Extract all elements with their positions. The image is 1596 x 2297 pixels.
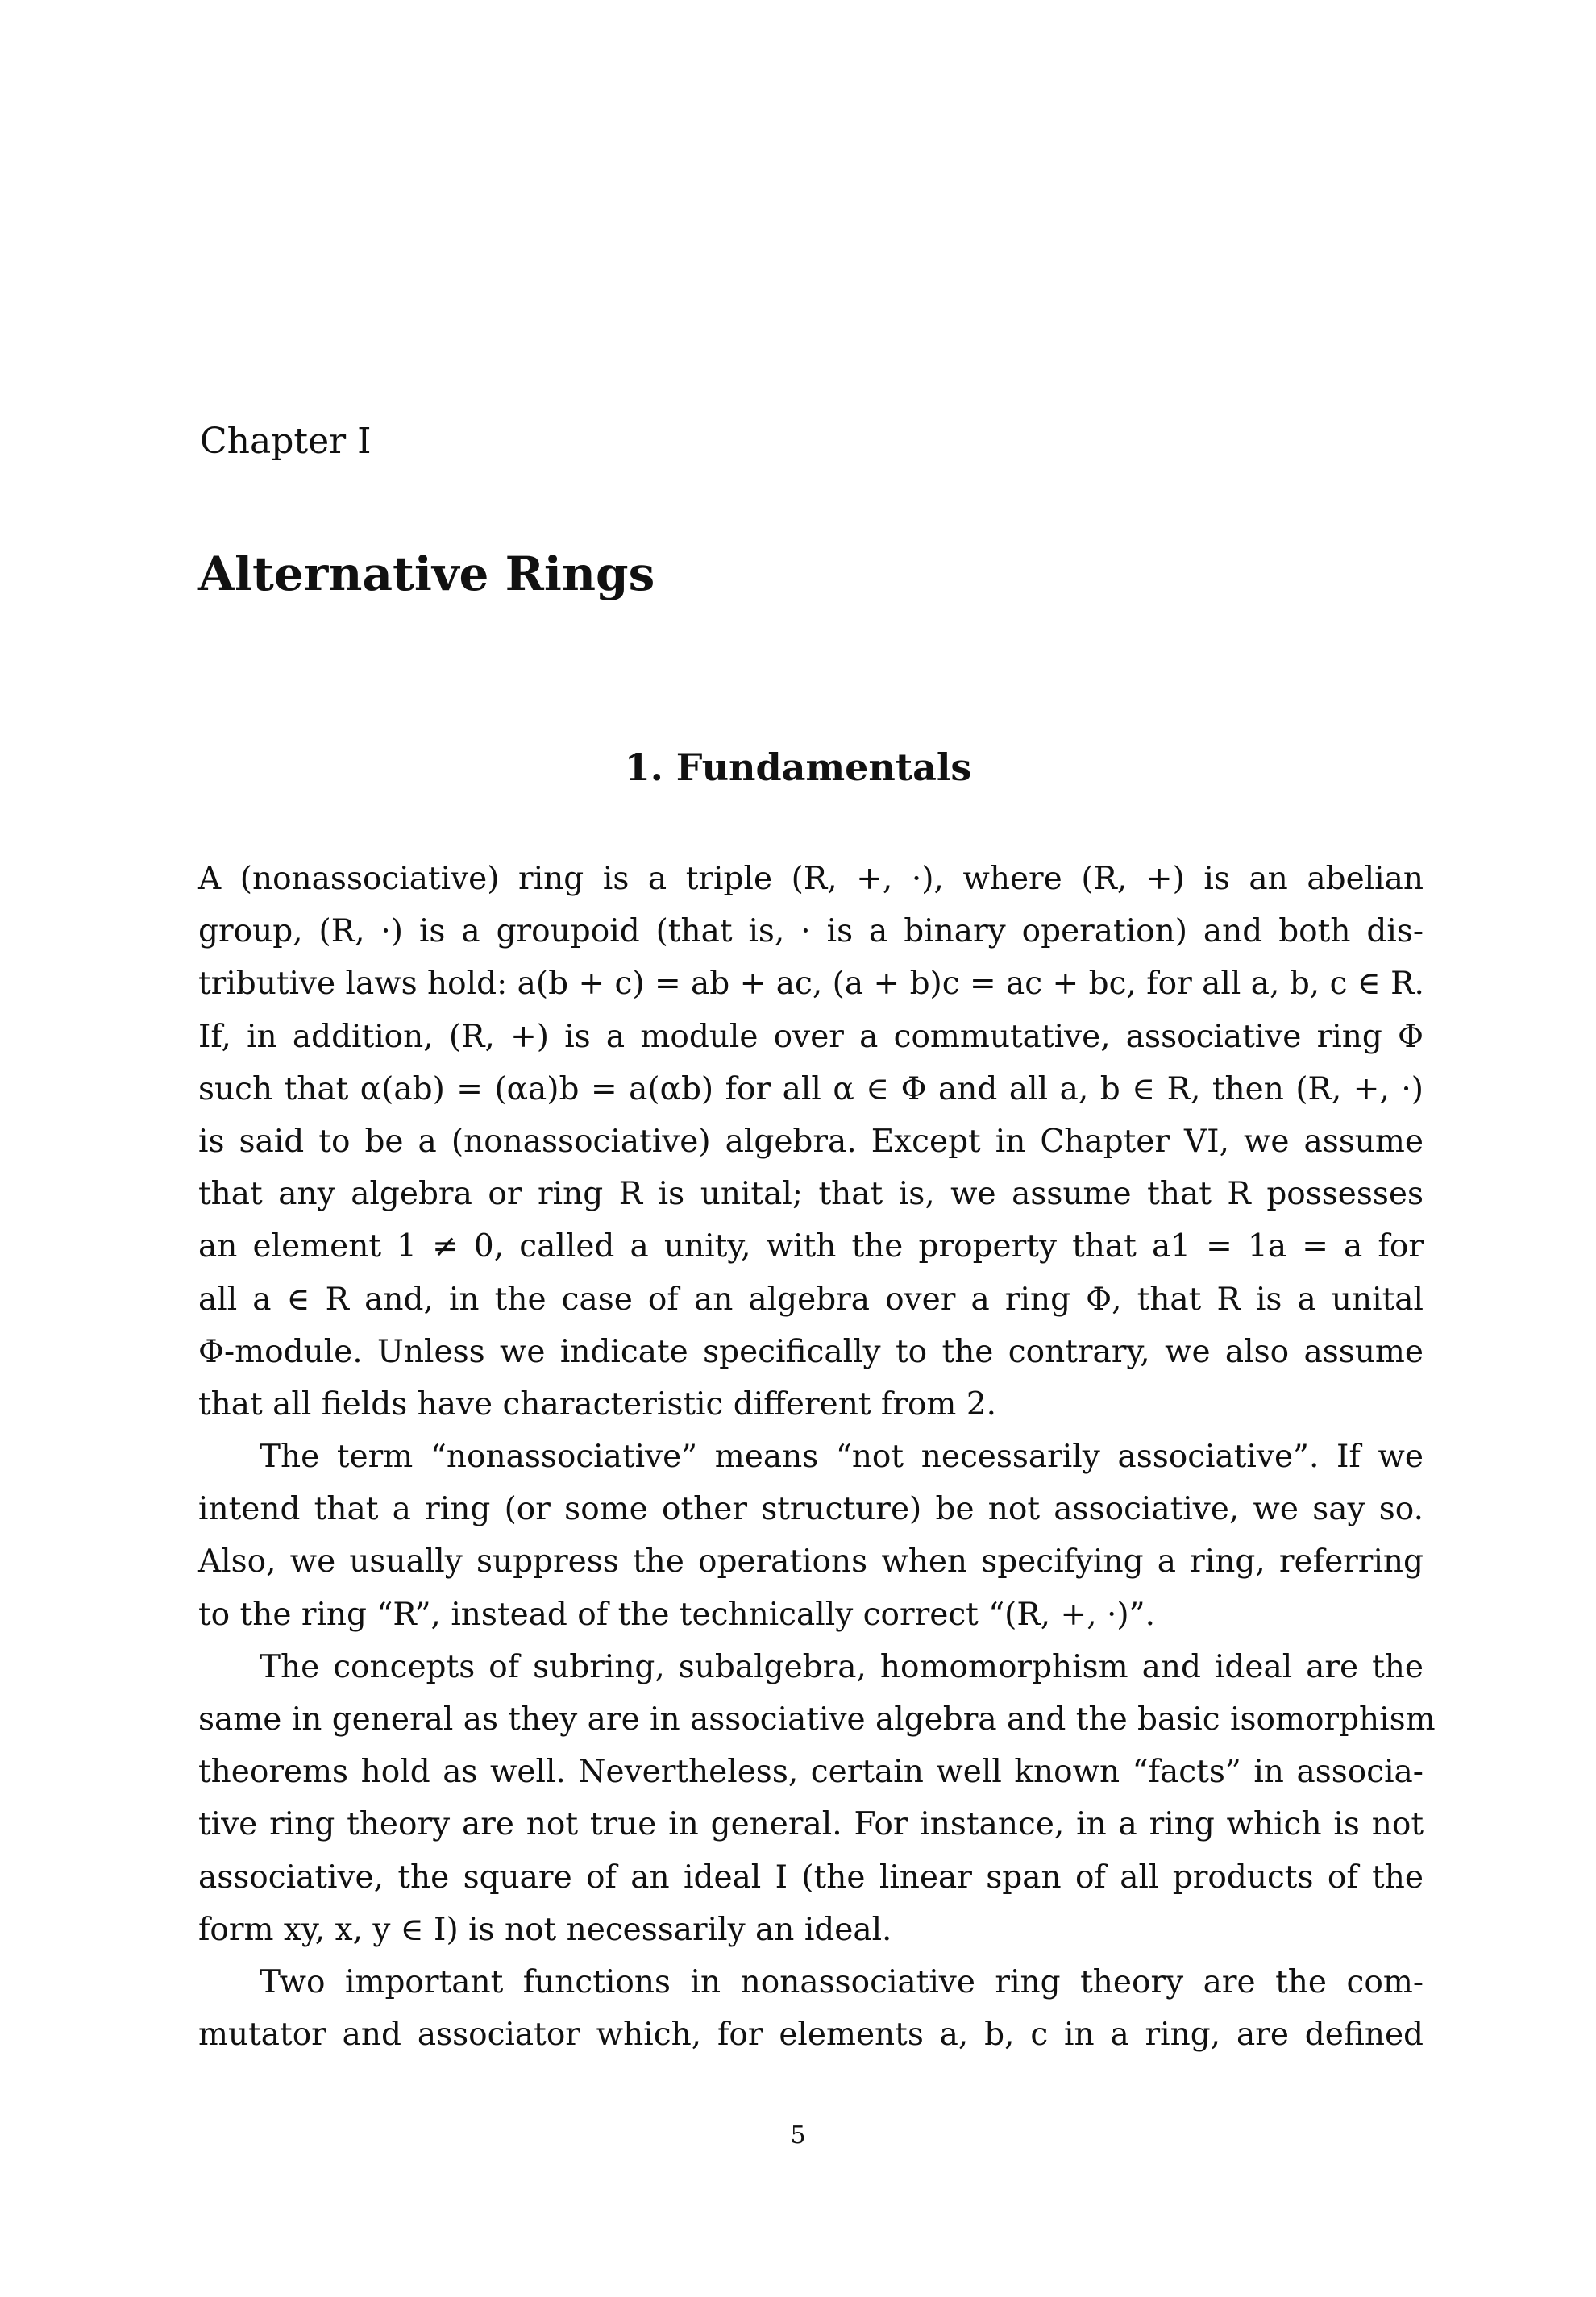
section-title: 1. Fundamentals [624,746,972,789]
text-line: theorems hold as well. Nevertheless, certain well known “facts” in associa- [198,1754,1424,1791]
text-line: that any algebra or ring R is unital; that is, we assume that R possesses [198,1176,1424,1213]
text-line: mutator and associator which, for elements a, b, c in a ring, are defined [198,2017,1424,2054]
text-line: intend that a ring (or some other structure) be not associative, we say so. [198,1491,1424,1528]
text-line: form xy, x, y ∈ I) is not necessarily an ideal. [198,1911,892,1948]
text-line: Φ-module. Unless we indicate specifically to the contrary, we also assume [198,1333,1424,1370]
text-line: The term “nonassociative” means “not necessarily associative”. If we [260,1439,1424,1476]
text-line: that all fields have characteristic different from 2. [198,1385,997,1423]
text-line: is said to be a (nonassociative) algebra. Except in Chapter VI, we assume [198,1123,1424,1160]
text-line: an element 1 ≠ 0, called a unity, with the property that a1 = 1a = a for [198,1228,1424,1265]
text-line: all a ∈ R and, in the case of an algebra over a ring Φ, that R is a unital [198,1281,1424,1318]
text-line: Two important functions in nonassociative ring theory are the com- [260,1963,1424,2000]
text-line: If, in addition, (R, +) is a module over a commutative, associative ring Φ [198,1018,1424,1055]
text-line: such that α(ab) = (αa)b = a(αb) for all α ∈ Φ and all a, b ∈ R, then (R, +, ·) [198,1070,1424,1107]
body-text [198,853,1436,2061]
text-line: to the ring “R”, instead of the technically correct “(R, +, ·)”. [198,1596,1155,1633]
page-number: 5 [790,2121,806,2150]
text-line: associative, the square of an ideal I (the linear span of all products of the [198,1859,1424,1896]
chapter-label: Chapter I [200,421,372,462]
text-line: same in general as they are in associative algebra and the basic isomorphism [198,1701,1436,1738]
text-line: tive ring theory are not true in general. For instance, in a ring which is not [198,1806,1424,1843]
text-line: tributive laws hold: a(b + c) = ab + ac, (a + b)c = ac + bc, for all a, b, c ∈ R. [198,966,1424,1003]
chapter-title: Alternative Rings [198,546,655,601]
text-line: A (nonassociative) ring is a triple (R, +, ·), where (R, +) is an abelian [198,861,1424,897]
text-line: group, (R, ·) is a groupoid (that is, · is a binary operation) and both dis- [198,913,1424,950]
text-line: Also, we usually suppress the operations when specifying a ring, referring [198,1543,1424,1580]
text-line: The concepts of subring, subalgebra, homomorphism and ideal are the [260,1648,1424,1685]
